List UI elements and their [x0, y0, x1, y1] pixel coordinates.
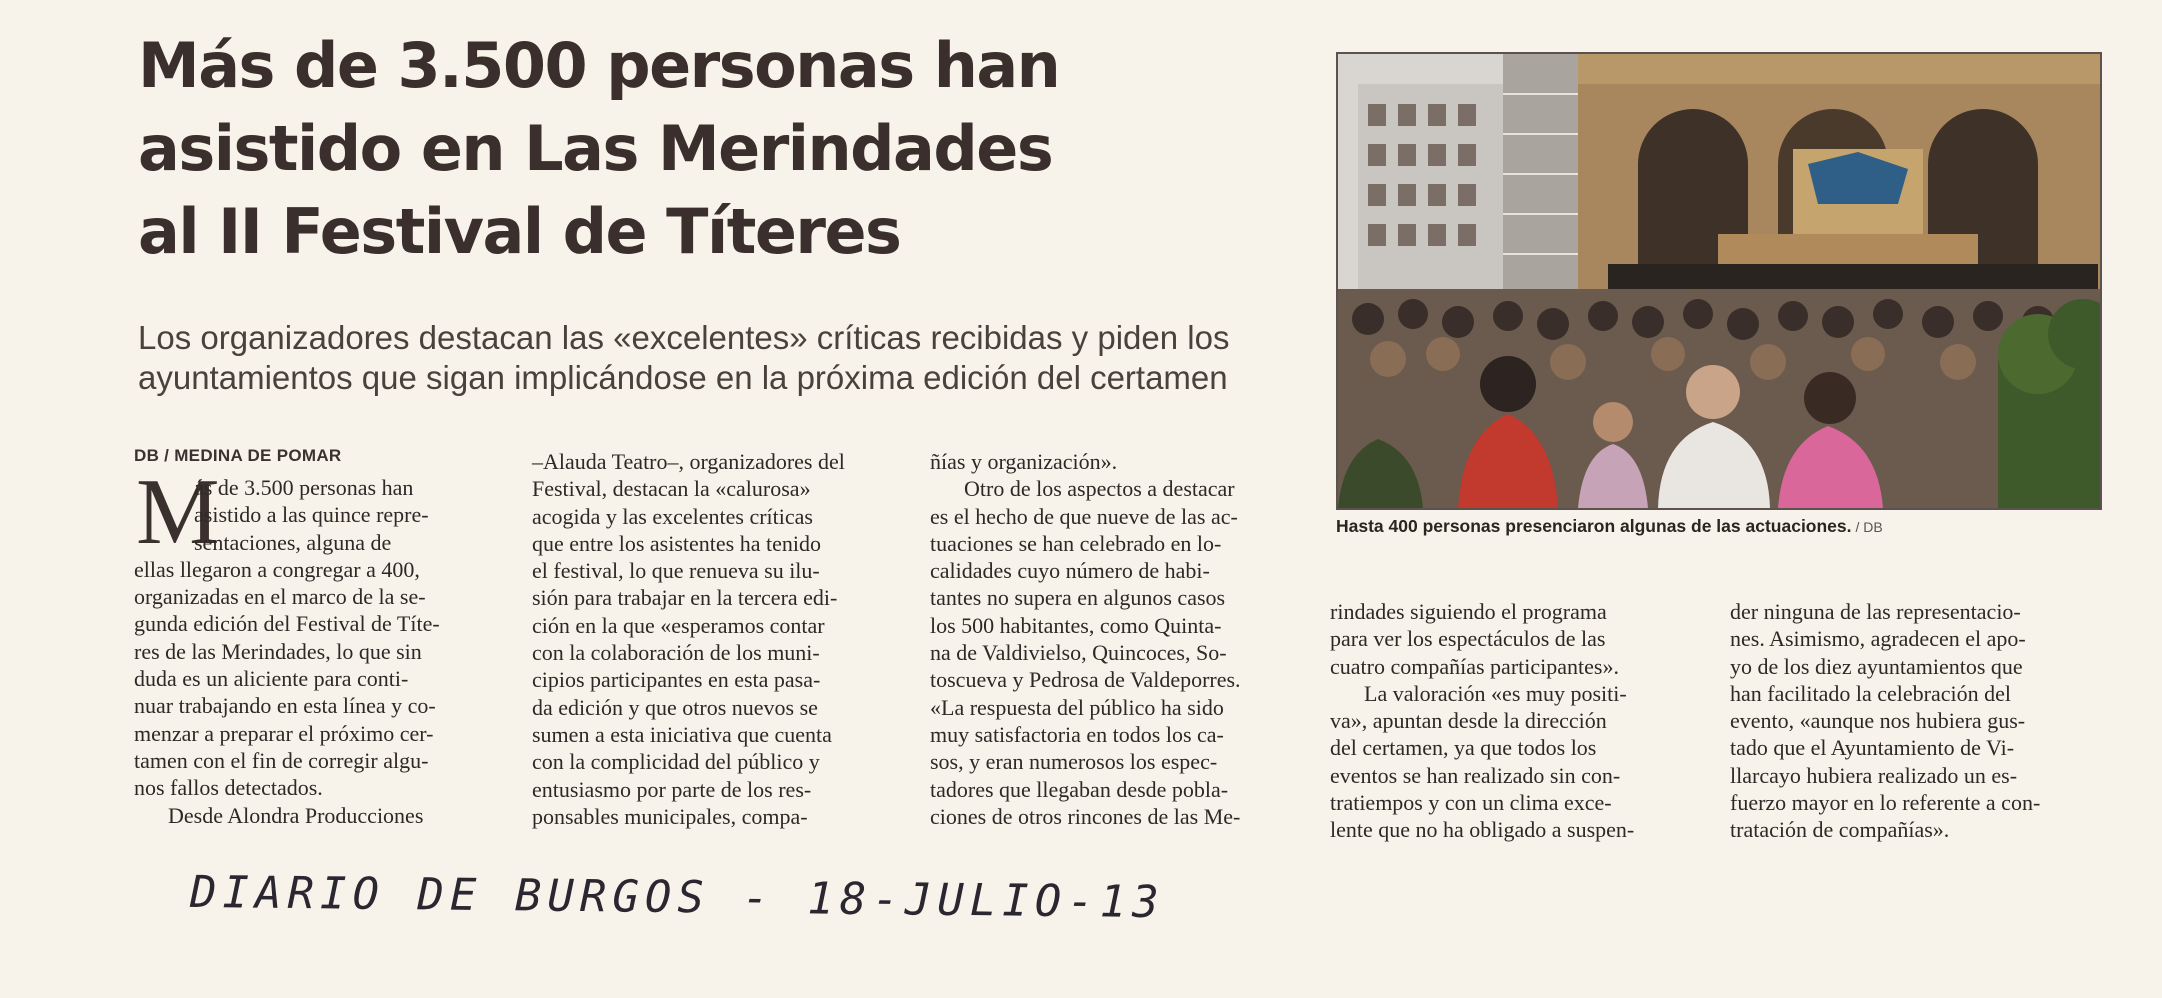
headline-line: Más de 3.500 personas han	[138, 29, 1060, 102]
text-line: rindades siguiendo el programa	[1330, 599, 1607, 624]
byline: DB / MEDINA DE POMAR	[134, 446, 342, 465]
photo-caption	[1336, 516, 1883, 537]
text-line: res de las Merindades, lo que sin	[134, 638, 422, 664]
text-line: da edición y que otros nuevos se	[532, 694, 818, 720]
puppet-show-crowd-illustration	[1338, 54, 2100, 508]
text-line: tuaciones se han celebrado en lo-	[930, 530, 1222, 556]
subheadline	[138, 318, 1318, 398]
text-line: tado que el Ayuntamiento de Vi-	[1730, 735, 2015, 761]
text-line: evento, «aunque nos hubiera gus-	[1730, 708, 2026, 734]
text-line: va», apuntan desde la dirección	[1330, 708, 1607, 734]
text-line: organizadas en el marco de la se-	[134, 584, 426, 610]
text-line: tadores que llegaban desde pobla-	[930, 776, 1229, 802]
text-line: tratiempos y con un clima exce-	[1330, 790, 1612, 816]
text-line: han facilitado la celebración del	[1730, 680, 2011, 706]
text-line: nes. Asimismo, agradecen el apo-	[1730, 626, 2026, 652]
headline	[138, 24, 1318, 273]
text-line: tantes no supera en algunos casos	[930, 585, 1226, 611]
text-line: gunda edición del Festival de Títe-	[134, 611, 440, 637]
text-line: «La respuesta del público ha sido	[930, 694, 1224, 720]
text-line: yo de los diez ayuntamientos que	[1730, 653, 2023, 679]
photo-credit: / DB	[1855, 519, 1883, 535]
text-line: tamen con el fin de corregir algu-	[134, 747, 429, 773]
handwritten-source-note: DIARIO DE BURGOS - 18-JULIO-13	[189, 866, 1165, 929]
text-line: llarcayo hubiera realizado un es-	[1730, 762, 2018, 788]
text-line: ellas llegaron a congregar a 400,	[134, 556, 420, 582]
article-column-2	[532, 448, 902, 830]
subheadline-line: Los organizadores destacan las «excelentes» críticas recibidas y piden los	[138, 319, 1230, 356]
text-line: fuerzo mayor en lo referente a con-	[1730, 790, 2041, 816]
text-line: para ver los espectáculos de las	[1330, 626, 1606, 652]
text-line: lente que no ha obligado a suspen-	[1330, 817, 1635, 843]
text-line: muy satisfactoria en todos los ca-	[930, 721, 1224, 747]
article-column-4	[1330, 598, 1700, 844]
headline-line: al II Festival de Títeres	[138, 195, 901, 268]
text-line: cipios participantes en esta pasa-	[532, 667, 821, 693]
headline-line: asistido en Las Merindades	[138, 112, 1053, 185]
text-line: el festival, lo que renueva su ilu-	[532, 558, 820, 584]
text-line: entusiasmo por parte de los res-	[532, 776, 812, 802]
text-line: eventos se han realizado sin con-	[1330, 762, 1621, 788]
text-line: ción en la que «esperamos contar	[532, 612, 825, 638]
article-column-5	[1730, 598, 2100, 844]
text-line: tratación de compañías».	[1730, 817, 1950, 843]
text-line: ñías y organización».	[930, 449, 1118, 474]
article-column-1	[134, 460, 494, 829]
text-line: sos, y eran numerosos los espec-	[930, 749, 1218, 775]
text-line: es el hecho de que nueve de las ac-	[930, 503, 1238, 529]
text-line: na de Valdivielso, Quincoces, So-	[930, 640, 1227, 666]
text-line: Festival, destacan la «calurosa»	[532, 476, 811, 502]
text-line: ás de 3.500 personas han	[194, 475, 414, 500]
text-line: –Alauda Teatro–, organizadores del	[532, 449, 845, 474]
article-photo	[1336, 52, 2102, 510]
text-line: con la colaboración de los muni-	[532, 640, 820, 666]
article-column-3	[930, 448, 1300, 830]
text-line: que entre los asistentes ha tenido	[532, 530, 821, 556]
text-line: cuatro compañías participantes».	[1330, 653, 1619, 679]
text-line: nuar trabajando en esta línea y co-	[134, 693, 436, 719]
text-line: ponsables municipales, compa-	[532, 803, 808, 829]
text-line: sión para trabajar en la tercera edi-	[532, 585, 838, 611]
text-line: sentaciones, alguna de	[194, 529, 392, 555]
text-line: ciones de otros rincones de las Me-	[930, 803, 1241, 829]
text-line: con la complicidad del público y	[532, 749, 820, 775]
text-line: toscueva y Pedrosa de Valdeporres.	[930, 667, 1241, 693]
subheadline-line: ayuntamientos que sigan implicándose en la próxima edición del certamen	[138, 359, 1228, 396]
drop-cap: M	[136, 460, 220, 564]
text-line: sumen a esta iniciativa que cuenta	[532, 721, 832, 747]
text-line: nos fallos detectados.	[134, 775, 323, 801]
text-line: duda es un aliciente para conti-	[134, 666, 409, 692]
text-line: del certamen, ya que todos los	[1330, 735, 1597, 761]
text-line: los 500 habitantes, como Quinta-	[930, 612, 1222, 638]
text-line: Desde Alondra Producciones	[168, 802, 424, 828]
caption-text: Hasta 400 personas presenciaron algunas de las actuaciones.	[1336, 516, 1852, 536]
text-line: menzar a preparar el próximo cer-	[134, 720, 434, 746]
text-line: der ninguna de las representacio-	[1730, 599, 2021, 624]
text-line: La valoración «es muy positi-	[1364, 680, 1627, 706]
text-line: calidades cuyo número de habi-	[930, 558, 1210, 584]
text-line: acogida y las excelentes críticas	[532, 503, 813, 529]
text-line: asistido a las quince repre-	[194, 502, 429, 528]
text-line: Otro de los aspectos a destacar	[964, 476, 1235, 502]
